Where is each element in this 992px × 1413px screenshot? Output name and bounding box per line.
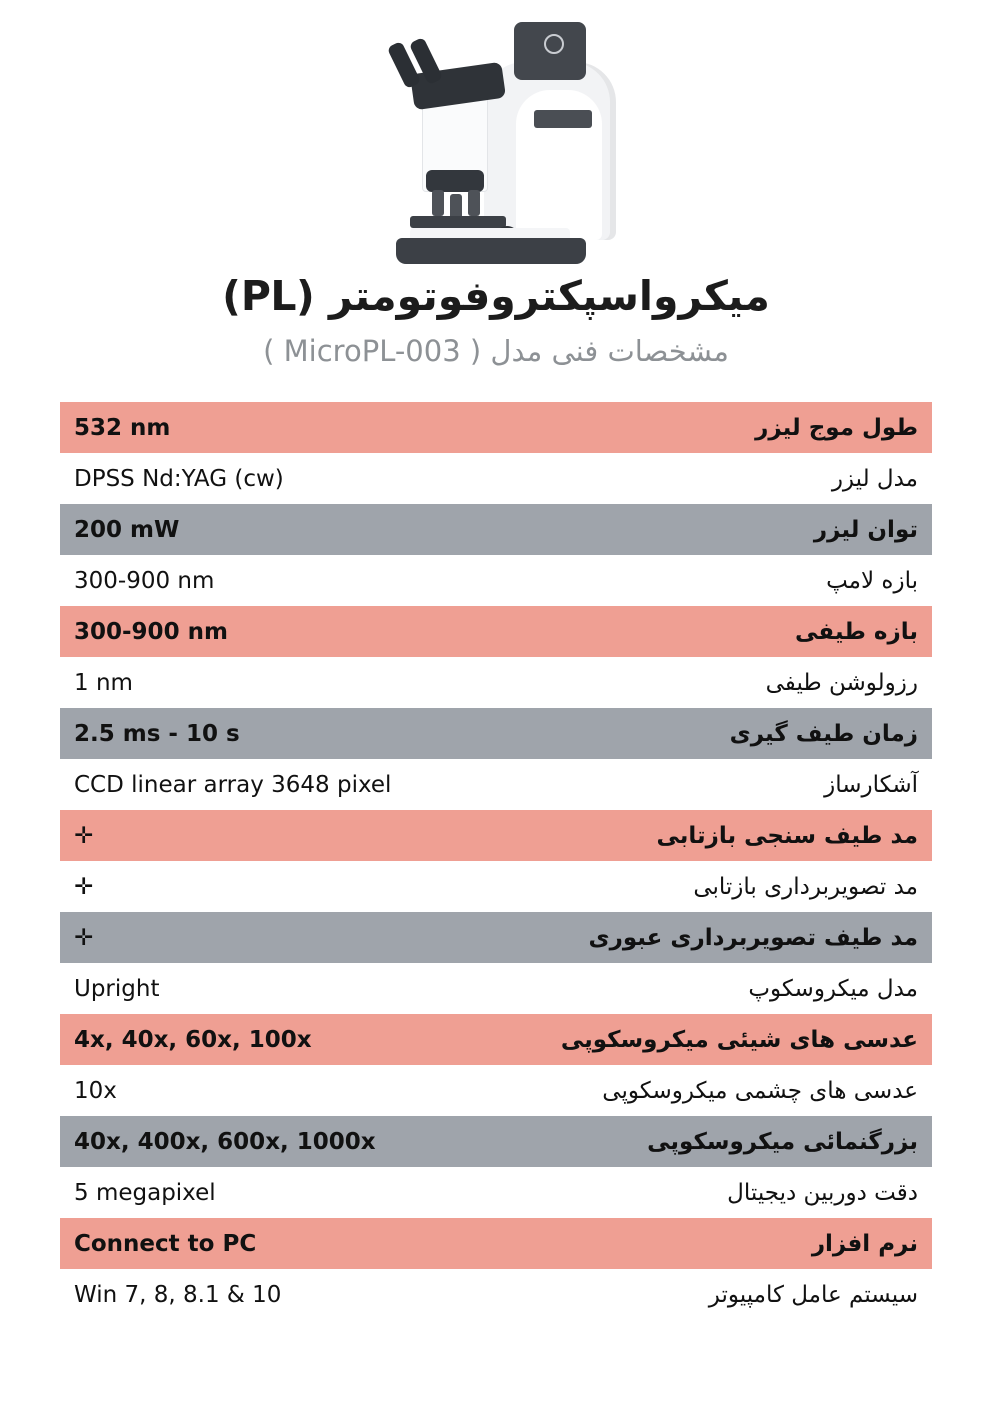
spec-value: ✛	[74, 924, 94, 951]
microscope-illustration	[366, 20, 626, 270]
spec-label: عدسی های شیئی میکروسکوپی	[560, 1026, 918, 1053]
table-row	[60, 606, 932, 657]
table-row	[60, 1167, 932, 1218]
page-subtitle: مشخصات فنی مدل ( MicroPL-003 )	[263, 334, 729, 368]
spec-value: ✛	[74, 822, 94, 849]
table-row	[60, 861, 932, 912]
spec-value: 300-900 nm	[74, 567, 215, 594]
table-row	[60, 1116, 932, 1167]
table-row	[60, 759, 932, 810]
spec-value: 4x, 40x, 60x, 100x	[74, 1026, 312, 1053]
spec-label: دقت دوربین دیجیتال	[727, 1179, 918, 1206]
spec-value: 200 mW	[74, 516, 180, 543]
spec-label: سیستم عامل کامپیوتر	[708, 1281, 918, 1308]
page-title: میکرواسپکتروفوتومتر (PL)	[222, 272, 770, 320]
table-row	[60, 504, 932, 555]
table-row	[60, 555, 932, 606]
spec-label: مد طیف تصویربرداری عبوری	[588, 924, 918, 951]
spec-label: رزولوشن طیفی	[765, 669, 918, 696]
spec-value: CCD linear array 3648 pixel	[74, 771, 392, 798]
spec-value: 5 megapixel	[74, 1179, 216, 1206]
table-row	[60, 657, 932, 708]
spec-label: توان لیزر	[813, 516, 918, 543]
spec-value: Connect to PC	[74, 1230, 257, 1257]
spec-label: مد طیف سنجی بازتابی	[656, 822, 918, 849]
specifications-table	[60, 402, 932, 1320]
spec-label: عدسی های چشمی میکروسکوپی	[602, 1077, 918, 1104]
spec-value: ✛	[74, 873, 94, 900]
product-image	[0, 0, 992, 270]
spec-value: Upright	[74, 975, 160, 1002]
spec-label: طول موج لیزر	[755, 414, 918, 441]
spec-label: آشکارساز	[824, 771, 918, 798]
spec-label: بازه طیفی	[795, 618, 918, 645]
table-row	[60, 912, 932, 963]
spec-label: بازه لامپ	[826, 567, 918, 594]
table-row	[60, 402, 932, 453]
table-row	[60, 810, 932, 861]
spec-value: 300-900 nm	[74, 618, 228, 645]
spec-value: Win 7, 8, 8.1 & 10	[74, 1281, 282, 1308]
spec-value: 40x, 400x, 600x, 1000x	[74, 1128, 376, 1155]
table-row	[60, 963, 932, 1014]
spec-label: مدل لیزر	[831, 465, 918, 492]
spec-value: 1 nm	[74, 669, 133, 696]
table-row	[60, 1014, 932, 1065]
table-row	[60, 453, 932, 504]
spec-label: مد تصویربرداری بازتابی	[693, 873, 918, 900]
table-row	[60, 1218, 932, 1269]
spec-value: 10x	[74, 1077, 117, 1104]
table-row	[60, 1269, 932, 1320]
spec-label: زمان طیف گیری	[729, 720, 918, 747]
spec-label: مدل میکروسکوپ	[748, 975, 918, 1002]
spec-value: 532 nm	[74, 414, 171, 441]
table-row	[60, 708, 932, 759]
table-row	[60, 1065, 932, 1116]
spec-label: بزرگنمائی میکروسکوپی	[647, 1128, 918, 1155]
spec-label: نرم افزار	[811, 1230, 918, 1257]
spec-value: 2.5 ms - 10 s	[74, 720, 240, 747]
spec-value: DPSS Nd:YAG (cw)	[74, 465, 284, 492]
